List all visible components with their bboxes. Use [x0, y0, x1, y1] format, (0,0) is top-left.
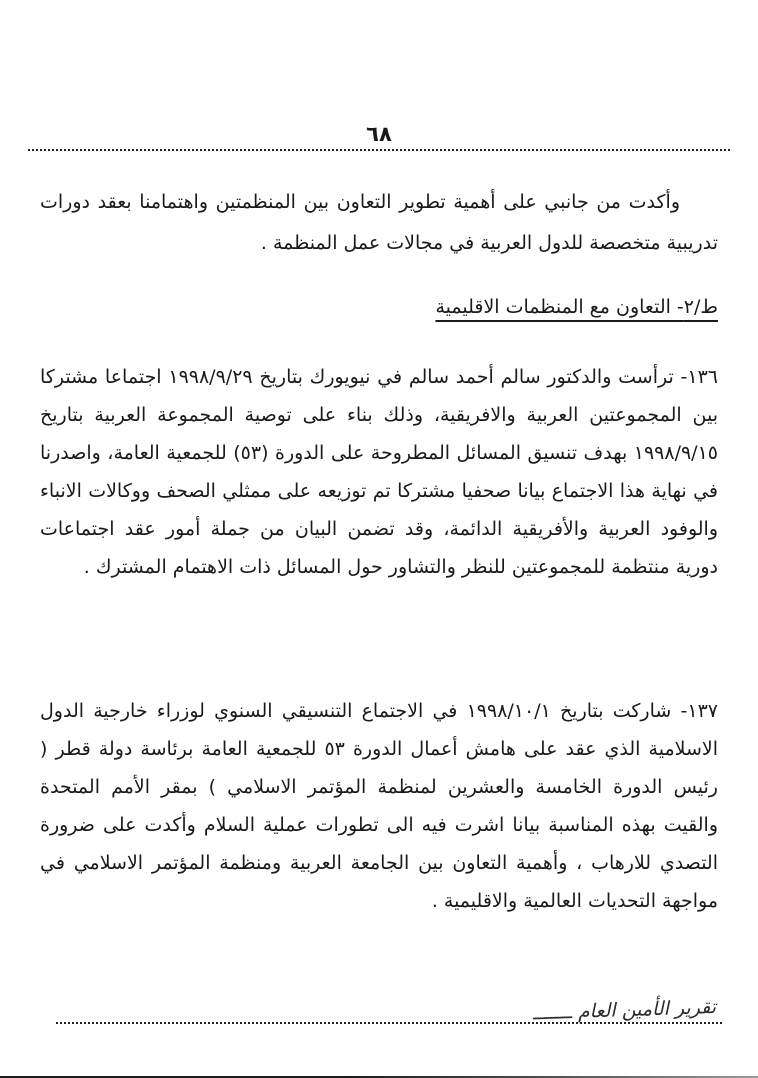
- top-divider: [28, 149, 730, 151]
- section-heading: ط/٢- التعاون مع المنظمات الاقليمية: [435, 296, 718, 318]
- footer-handwritten-note: تقرير الأمين العام ـــــــ: [532, 996, 717, 1025]
- page-number: ٦٨: [366, 122, 392, 146]
- paragraph-137: ١٣٧- شاركت بتاريخ ١٩٩٨/١٠/١ في الاجتماع التنسيقي السنوي لوزراء خارجية الدول الاسلامية الذي عقد على هامش أعمال الدورة ٥٣ للجمعية العامة برئاسة دولة قطر ( رئيس الدورة الخامسة والعشرين لمنظمة المؤتمر الاسلامي ) بمقر الأمم المتحدة والقيت بهذه المناسبة بيانا اشرت فيه الى تطورات عملية السلام وأكدت على ضرورة التصدي للارهاب ، وأهمية التعاون بين الجامعة العربية ومنظمة المؤتمر الاسلامي في مواجهة التحديات العالمية والاقليمية .: [40, 700, 718, 912]
- paragraph-136: ١٣٦- ترأست والدكتور سالم أحمد سالم في نيويورك بتاريخ ١٩٩٨/٩/٢٩ اجتماعا مشتركا بين المجموعتين العربية والافريقية، وذلك بناء على توصية المجموعة العربية بتاريخ ١٩٩٨/٩/١٥ بهدف تنسيق المسائل المطروحة على الدورة (٥٣) للجمعية العامة، واصدرنا في نهاية هذا الاجتماع بيانا صحفيا مشتركا تم توزيعه على ممثلي الصحف ووكالات الانباء والوفود العربية والأفريقية الدائمة، وقد تضمن البيان من جملة أمور عقد اجتماعات دورية منتظمة للمجموعتين للنظر والتشاور حول المسائل ذات الاهتمام المشترك .: [40, 366, 719, 578]
- bottom-divider: [56, 1022, 722, 1024]
- intro-paragraph: وأكدت من جانبي على أهمية تطوير التعاون بين المنظمتين واهتمامنا بعقد دورات تدريبية متخصصة للدول العربية في مجالات عمل المنظمة .: [40, 191, 718, 254]
